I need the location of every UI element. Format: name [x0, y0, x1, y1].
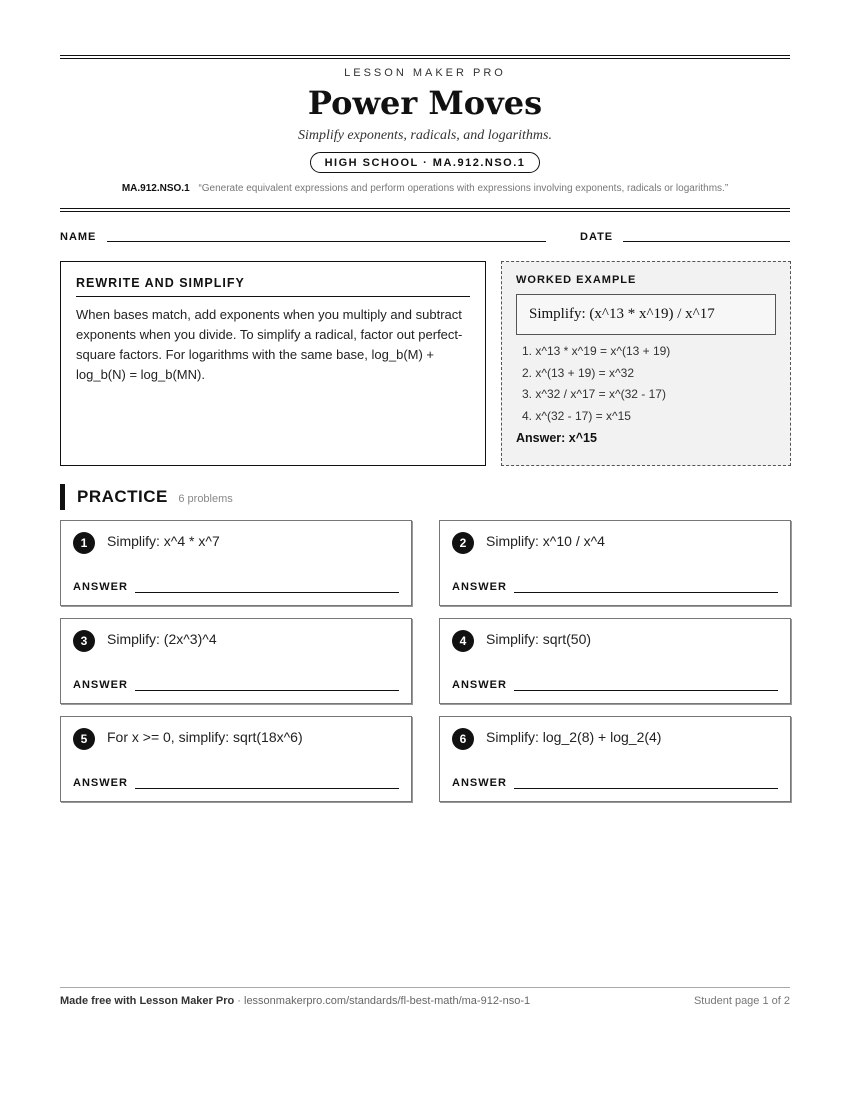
answer-line[interactable] [135, 690, 399, 691]
grade-standard-badge: HIGH SCHOOL · MA.912.NSO.1 [310, 152, 541, 173]
worked-example-box [501, 261, 791, 466]
name-label: NAME [60, 231, 97, 243]
problem-text: Simplify: sqrt(50) [486, 631, 592, 647]
footer-credit [60, 995, 530, 1007]
answer-line[interactable] [514, 592, 778, 593]
badge-container [0, 152, 850, 173]
brand-name: LESSON MAKER PRO [344, 67, 506, 79]
answer-line[interactable] [135, 592, 399, 593]
answer-label: ANSWER [452, 679, 507, 691]
answer-label: ANSWER [73, 777, 128, 789]
problem-text: Simplify: x^4 * x^7 [107, 533, 220, 549]
example-step: 4. x^(32 - 17) = x^15 [522, 408, 631, 423]
footer-rule [60, 987, 790, 988]
problem-card-4 [439, 618, 791, 704]
problem-text: Simplify: x^10 / x^4 [486, 533, 605, 549]
example-steps [516, 341, 776, 427]
problem-number-badge: 6 [452, 728, 474, 750]
answer-line[interactable] [514, 690, 778, 691]
example-step: 3. x^32 / x^17 = x^(32 - 17) [522, 387, 666, 401]
problem-card-3 [60, 618, 412, 704]
example-heading: WORKED EXAMPLE [516, 274, 637, 286]
practice-count: 6 problems [178, 493, 233, 505]
date-field-line[interactable] [623, 241, 790, 242]
answer-label: ANSWER [73, 581, 128, 593]
problem-number-badge: 4 [452, 630, 474, 652]
practice-heading [60, 484, 233, 510]
answer-label: ANSWER [73, 679, 128, 691]
answer-line[interactable] [514, 788, 778, 789]
problem-text: For x >= 0, simplify: sqrt(18x^6) [107, 729, 303, 745]
date-label: DATE [580, 231, 614, 243]
problem-text: Simplify: log_2(8) + log_2(4) [486, 729, 662, 745]
name-field-line[interactable] [107, 241, 546, 242]
top-rule [60, 55, 790, 59]
example-step: 1. x^13 * x^19 = x^(13 + 19) [522, 344, 671, 358]
answer-label: ANSWER [452, 777, 507, 789]
problem-card-2 [439, 520, 791, 606]
problem-number-badge: 1 [73, 532, 95, 554]
rewrite-simplify-box [60, 261, 486, 466]
footer-page-number: Student page 1 of 2 [693, 995, 790, 1007]
standard-code: MA.912.NSO.1 [121, 183, 190, 194]
rewrite-body: When bases match, add exponents when you multiply and subtract exponents when you divide. To simplify a radical, factor out perfect-square factors. For logarithms with the same base, log_b(M) + log_b(N) = log_b(MN). [76, 307, 463, 382]
rewrite-heading: REWRITE AND SIMPLIFY [76, 276, 470, 297]
practice-title: PRACTICE [77, 487, 168, 506]
footer-made-with: Made free with Lesson Maker Pro [60, 995, 235, 1007]
problem-number-badge: 2 [452, 532, 474, 554]
example-answer: Answer: x^15 [516, 431, 597, 445]
problem-card-5 [60, 716, 412, 802]
answer-label: ANSWER [452, 581, 507, 593]
problem-text: Simplify: (2x^3)^4 [107, 631, 217, 647]
header-bottom-rule [60, 208, 790, 212]
problem-number-badge: 5 [73, 728, 95, 750]
problem-card-6 [439, 716, 791, 802]
standard-text: “Generate equivalent expressions and perform operations with expressions involving exponents, radicals or logarithms.” [198, 183, 729, 194]
answer-line[interactable] [135, 788, 399, 789]
example-problem: Simplify: (x^13 * x^19) / x^17 [516, 294, 776, 335]
problem-number-badge: 3 [73, 630, 95, 652]
page-subtitle: Simplify exponents, radicals, and logarithms. [298, 128, 552, 143]
footer-url[interactable]: · lessonmakerpro.com/standards/fl-best-math/ma-912-nso-1 [234, 995, 531, 1007]
standard-description [0, 183, 850, 194]
example-step: 2. x^(13 + 19) = x^32 [522, 365, 634, 380]
problem-card-1 [60, 520, 412, 606]
page-title: Power Moves [307, 84, 543, 122]
